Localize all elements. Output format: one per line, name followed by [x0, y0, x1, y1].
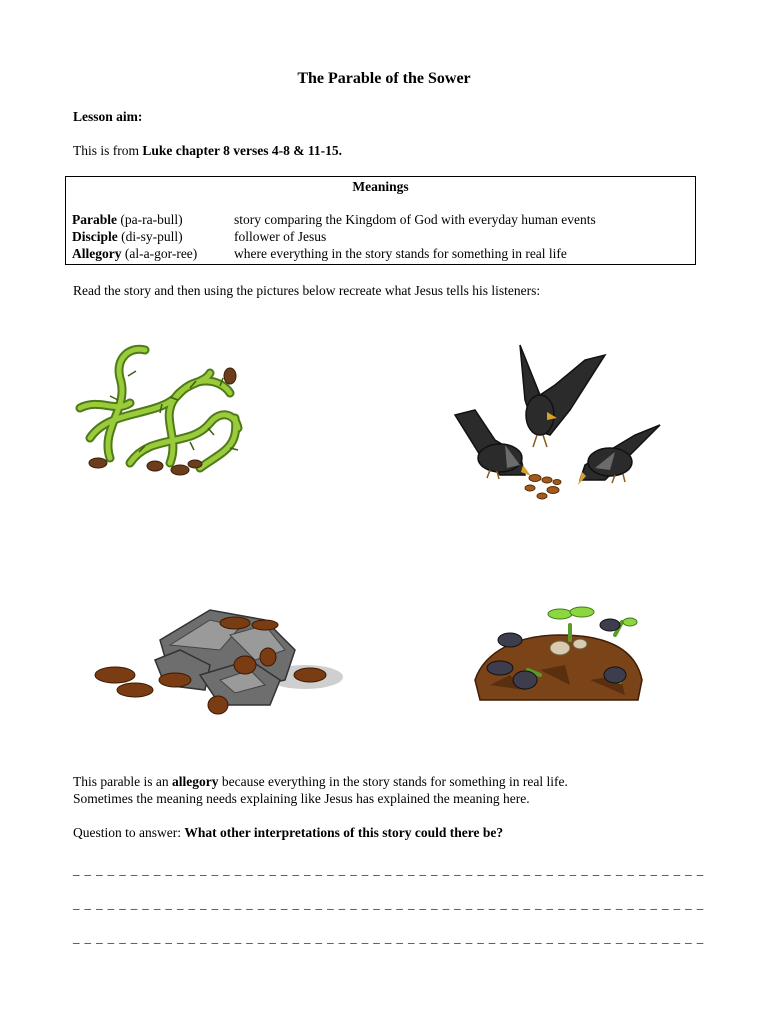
term-label: Allegory [72, 246, 122, 261]
answer-line-2[interactable]: _ _ _ _ _ _ _ _ _ _ _ _ _ _ _ _ _ _ _ _ _ _ _ _ _ _ _ _ _ _ _ _ _ _ _ _ _ _ _ _ _ _ _ _ _ _ _ _ _ _ _ _ _ _ _ [73, 896, 705, 911]
meaning-definition-parable: story comparing the Kingdom of God with everyday human events [234, 212, 596, 227]
meaning-term-disciple [72, 229, 183, 245]
term-label: Disciple [72, 229, 118, 244]
explanation-suffix: because everything in the story stands for something in real life. [218, 774, 568, 789]
question-text: What other interpretations of this story could there be? [184, 825, 504, 840]
instruction-text: Read the story and then using the pictures below recreate what Jesus tells his listeners: [73, 283, 541, 298]
term-pronunciation: (pa-ra-bull) [117, 212, 183, 227]
explanation-keyword: allegory [171, 774, 219, 789]
explanation-line-1 [73, 774, 568, 790]
source-reference: Luke chapter 8 verses 4-8 & 11-15. [142, 143, 342, 158]
source-line [73, 143, 342, 159]
meanings-heading: Meanings [352, 179, 409, 194]
rocks-with-seeds-icon [70, 605, 345, 720]
term-label: Parable [72, 212, 117, 227]
meaning-definition-disciple: follower of Jesus [234, 229, 327, 244]
question-line [73, 825, 503, 841]
birds-eating-seeds-icon [445, 340, 665, 505]
explanation-prefix: This parable is an [73, 774, 172, 789]
sprouting-seeds-soil-icon [470, 600, 645, 710]
term-pronunciation: (al-a-gor-ree) [121, 246, 198, 261]
answer-line-1[interactable]: _ _ _ _ _ _ _ _ _ _ _ _ _ _ _ _ _ _ _ _ _ _ _ _ _ _ _ _ _ _ _ _ _ _ _ _ _ _ _ _ _ _ _ _ _ _ _ _ _ _ _ _ _ _ _ [73, 862, 705, 877]
explanation-line-2: Sometimes the meaning needs explaining like Jesus has explained the meaning here. [73, 791, 530, 806]
thorns-with-seeds-icon [70, 338, 250, 483]
lesson-aim-label: Lesson aim: [73, 109, 143, 124]
meanings-box [65, 176, 696, 265]
source-prefix: This is from [73, 143, 143, 158]
term-pronunciation: (di-sy-pull) [117, 229, 183, 244]
meaning-term-allegory [72, 246, 197, 262]
meaning-definition-allegory: where everything in the story stands for something in real life [234, 246, 567, 261]
answer-line-3[interactable]: _ _ _ _ _ _ _ _ _ _ _ _ _ _ _ _ _ _ _ _ _ _ _ _ _ _ _ _ _ _ _ _ _ _ _ _ _ _ _ _ _ _ _ _ _ _ _ _ _ _ _ _ _ _ _ [73, 930, 705, 945]
page-title: The Parable of the Sower [297, 70, 471, 87]
question-prefix: Question to answer: [73, 825, 185, 840]
meaning-term-parable [72, 212, 183, 228]
